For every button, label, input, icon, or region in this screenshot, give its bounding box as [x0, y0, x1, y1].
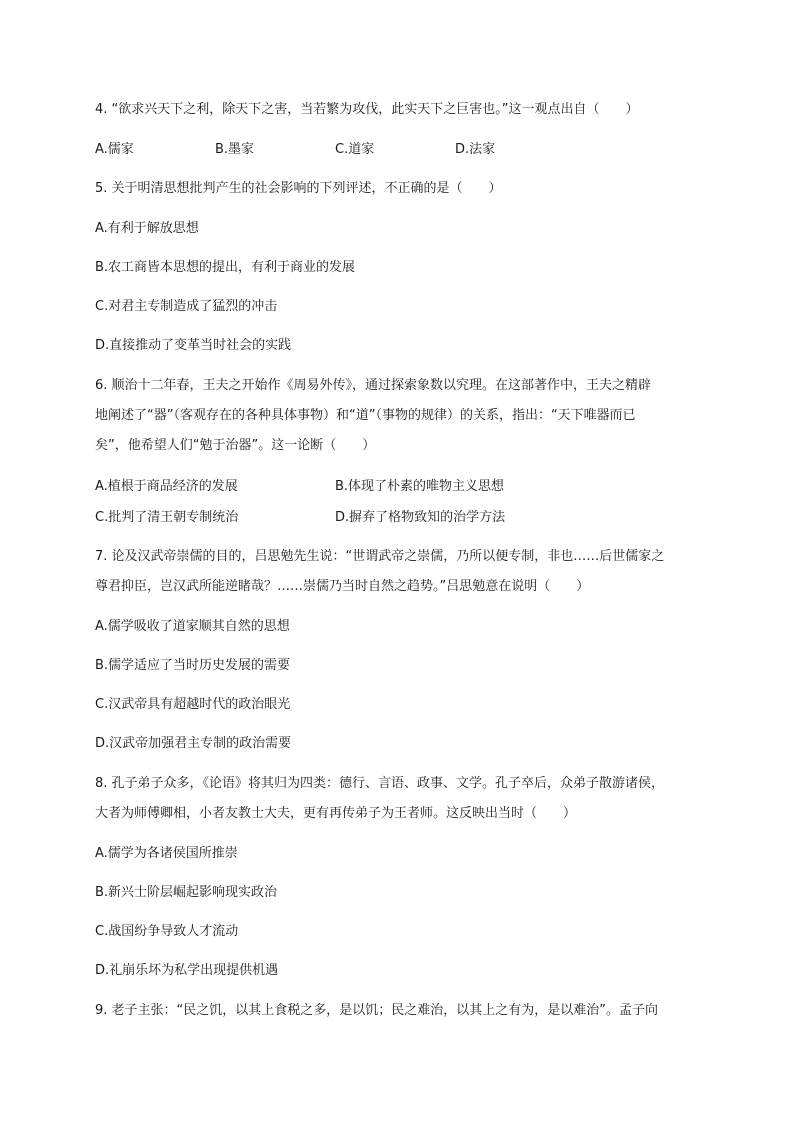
question-7-option-c: C.汉武帝具有超越时代的政治眼光 [95, 697, 291, 712]
question-8-option-b: B.新兴士阶层崛起影响现实政治 [95, 885, 278, 900]
question-6-stem-line-2: 地阐述了“器”（客观存在的各种具体事物）和“道”（事物的规律）的关系，指出：“天下唯器而已 [95, 408, 636, 423]
question-5-option-c: C.对君主专制造成了猛烈的冲击 [95, 299, 278, 314]
question-8-option-a: A.儒学为各诸侯国所推崇 [95, 846, 238, 861]
question-7-stem-line-2: 尊君抑臣，岂汉武所能逆睹哉？……崇儒乃当时自然之趋势。”吕思勉意在说明（ ） [95, 579, 590, 594]
question-5-option-a: A.有利于解放思想 [95, 221, 199, 236]
question-4-option-a: A.儒家 [95, 142, 134, 157]
question-9-stem: 9. 老子主张：“民之饥，以其上食税之多，是以饥；民之难治，以其上之有为，是以难治”。孟子向 [95, 1003, 659, 1018]
question-7-option-d: D.汉武帝加强君主专制的政治需要 [95, 736, 292, 751]
question-6-stem-line-1: 6. 顺治十二年春，王夫之开始作《周易外传》，通过探索象数以究理。在这部著作中，王夫之精辟 [95, 378, 652, 393]
question-6-option-b: B.体现了朴素的唯物主义思想 [335, 479, 505, 494]
question-4-option-b: B.墨家 [215, 142, 255, 157]
question-5-option-b: B.农工商皆本思想的提出，有利于商业的发展 [95, 260, 356, 275]
question-4-option-c: C.道家 [335, 142, 375, 157]
question-8-stem-line-2: 大者为师傅卿相，小者友教士大夫，更有再传弟子为王者师。这反映出当时（ ） [95, 806, 577, 821]
question-5-stem: 5. 关于明清思想批判产生的社会影响的下列评述，不正确的是（ ） [95, 181, 502, 196]
question-7-option-b: B.儒学适应了当时历史发展的需要 [95, 658, 291, 673]
question-8-option-d: D.礼崩乐坏为私学出现提供机遇 [95, 963, 279, 978]
question-6-option-c: C.批判了清王朝专制统治 [95, 510, 239, 525]
question-6-option-d: D.摒弃了格物致知的治学方法 [335, 510, 506, 525]
question-4-option-d: D.法家 [455, 142, 496, 157]
question-8-option-c: C.战国纷争导致人才流动 [95, 924, 239, 939]
question-4-stem: 4. “欲求兴天下之利，除天下之害，当若繁为攻伐，此实天下之巨害也。”这一观点出自（ ） [95, 102, 639, 117]
question-5-option-d: D.直接推动了变革当时社会的实践 [95, 338, 292, 353]
question-7-option-a: A.儒学吸收了道家顺其自然的思想 [95, 619, 290, 634]
question-7-stem-line-1: 7. 论及汉武帝崇儒的目的，吕思勉先生说：“世谓武帝之崇儒，乃所以便专制，非也……后世儒家之 [95, 549, 665, 564]
question-8-stem-line-1: 8. 孔子弟子众多，《论语》将其归为四类：德行、言语、政事、文学。孔子卒后，众弟子散游诸侯， [95, 776, 665, 791]
question-6-stem-line-3: 矣”，他希望人们“勉于治器”。这一论断（ ） [95, 438, 376, 453]
question-6-option-a: A.植根于商品经济的发展 [95, 479, 238, 494]
